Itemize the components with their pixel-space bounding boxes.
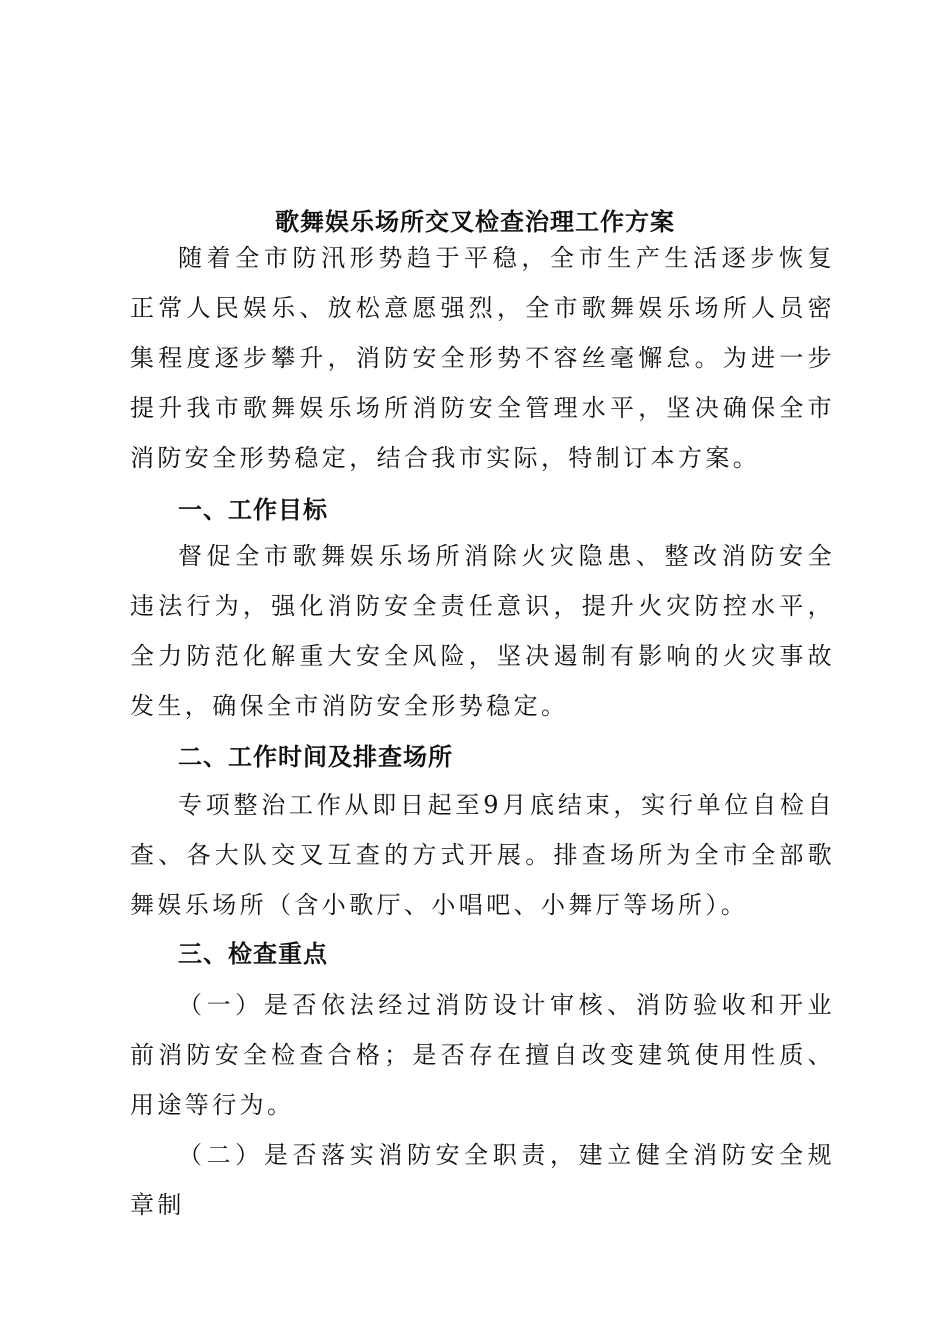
- section-paragraph-goals: 督促全市歌舞娱乐场所消除火灾隐患、整改消防安全违法行为，强化消防安全责任意识，提升火灾防控水平，全力防范化解重大安全风险，坚决遏制有影响的火灾事故发生，确保全市消防安全形势稳定。: [130, 542, 835, 720]
- document-title: 歌舞娱乐场所交叉检查治理工作方案: [275, 207, 675, 237]
- section-heading-inspection-focus: 三、检查重点: [178, 939, 328, 968]
- inspection-item-2: （二）是否落实消防安全职责，建立健全消防安全规章制: [130, 1141, 835, 1219]
- section-heading-time-and-venues: 二、工作时间及排查场所: [178, 742, 453, 771]
- section-paragraph-time-and-venues: 专项整治工作从即日起至9月底结束，实行单位自检自查、各大队交叉互查的方式开展。排查场所为全市全部歌舞娱乐场所（含小歌厅、小唱吧、小舞厅等场所）。: [130, 791, 835, 919]
- intro-paragraph: 随着全市防汛形势趋于平稳，全市生产生活逐步恢复正常人民娱乐、放松意愿强烈，全市歌舞娱乐场所人员密集程度逐步攀升，消防安全形势不容丝毫懈怠。为进一步提升我市歌舞娱乐场所消防安全管理水平，坚决确保全市消防安全形势稳定，结合我市实际，特制订本方案。: [130, 244, 835, 472]
- section-heading-goals: 一、工作目标: [178, 495, 328, 524]
- inspection-item-1: （一）是否依法经过消防设计审核、消防验收和开业前消防安全检查合格；是否存在擅自改变建筑使用性质、用途等行为。: [130, 991, 835, 1119]
